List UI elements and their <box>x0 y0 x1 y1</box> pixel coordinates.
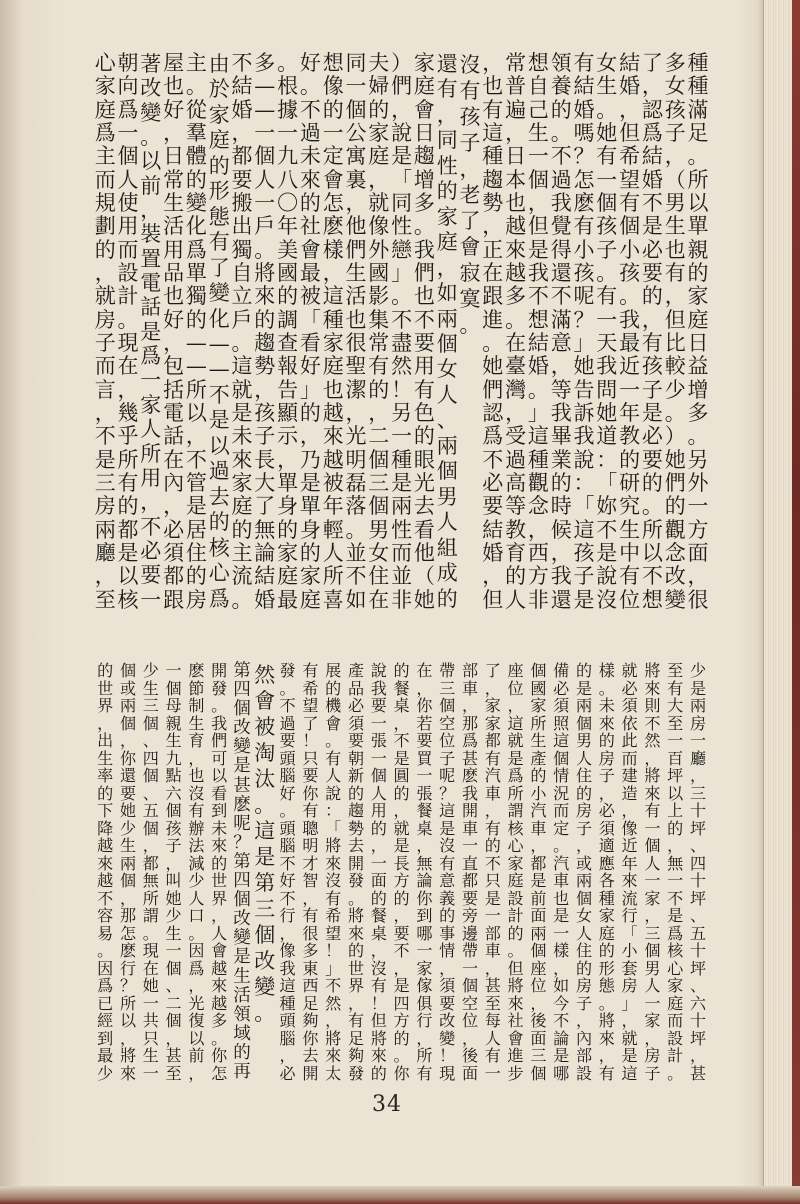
text-column: 至 有 大 至 一 百 坪 以 上 的 ， 無 一 不 是 爲 核 心 家 庭 而 設 計 。 <box>667 661 684 1083</box>
text-column: 部 車 ， 那 爲 甚 麽 我 開 車 一 直 都 要 旁 邊 帶 一 個 空 位 ， 後 面 <box>461 661 479 1083</box>
text-column: 。 根 據 一 九 八 〇 年 美 國 的 調 查 報 告 顯 示 ， 單 身 的 家 庭 最 <box>277 51 299 612</box>
text-column: 沒 有 孩 子 ， 老 了 會 寂 寞 。 <box>459 53 481 337</box>
text-column: 屋 也 好 ， 日 常 生 活 用 品 也 好 ， 包 括 電 話 在 內 ， 必 須 都 跟 <box>163 51 185 612</box>
text-column: 的 餐 桌 ， 不 是 圓 的 ， 就 是 長 方 的 ， 要 不 ， 是 四 方 的 。 你 <box>393 661 410 1083</box>
text-column: 就 必 須 依 此 而 建 造 ， 像 近 年 來 流 行 「 小 套 房 」 ， 就 是 這 <box>621 661 638 1083</box>
book-bottom-edge <box>0 1186 800 1204</box>
text-column: 座 位 ， 這 就 是 爲 所 謂 核 心 家 庭 設 計 的 。 但 將 來 社 會 進 步 <box>507 661 524 1083</box>
text-column: 種 種 滿 足 。 所 以 單 親 的 家 庭 日 益 增 多 。 另 外 一 方 面 ， 很 <box>687 51 709 612</box>
text-column: 常 普 遍 ， 日 本 也 越 來 越 多 。 在 臺 灣 ， 受 過 高 等 教 育 的 人 <box>505 51 527 612</box>
text-column: 主 。 從 羣 體 的 變 化 爲 單 獨 的 — — 所 以 ， 不 管 是 居 住 的 房 <box>185 51 207 612</box>
text-column: 多 — — 一 個 人 一 戶 。 將 來 的 趨 勢 ， 孩 子 長 大 了 無 論 結 婚 <box>254 51 276 612</box>
text-column: 多 女 孩 子 ， （ 男 生 也 有 ， 但 比 較 少 。 ） 她 們 的 觀 念 改 變 <box>664 51 686 612</box>
text-column: 一 個 母 親 生 九 點 六 個 孩 子 ， 叫 她 少 生 一 個 、 二 個 ， 甚 至 <box>165 661 182 1083</box>
book-cover-edge <box>792 0 800 1204</box>
text-column: 產 品 必 須 要 朝 新 的 趨 勢 去 開 發 。 將 來 的 世 界 ， 有 足 夠 發 <box>347 661 365 1083</box>
text-column: 個 或 兩 個 ， 你 還 要 她 少 生 兩 個 ， 那 怎 麽 行 ？ 所 以 ， 將 來 <box>119 661 137 1083</box>
text-column: 在 ， 你 若 要 買 一 張 餐 桌 ， 無 論 你 到 哪 一 家 傢 俱 行 ， 所 有 <box>416 661 433 1083</box>
page-number: 34 <box>372 1092 402 1117</box>
text-column: 了 ， 認 爲 結 婚 不 是 必 要 的 ， 有 孩 子 是 必 要 的 。 所 以 不 想 <box>641 51 663 612</box>
text-column: 個 國 家 所 生 產 的 小 汽 車 ， 都 是 前 面 兩 個 座 位 ， 後 面 三 個 <box>530 661 547 1083</box>
text-column: 不 結 婚 ， 都 要 搬 出 獨 自 立 戶 。 這 就 是 未 來 家 庭 的 主 流 。 <box>231 51 253 612</box>
text-column: 的 是 兩 個 男 人 住 的 房 子 ， 或 兩 個 女 人 住 的 房 子 ， 內 部 設 <box>575 661 593 1083</box>
text-column: 朝 向 爲 一 個 人 使 用 而 設 計 。 現 在 ， 幾 乎 所 有 的 都 是 以 核 <box>117 51 139 612</box>
text-column: 結 婚 ， 但 希 望 有 個 小 孩 。 我 最 近 一 年 教 的 研 究 生 中 有 位 <box>619 51 641 612</box>
text-column: 帶 三 個 空 位 子 呢 ？ 這 是 沒 有 意 義 的 事 情 ， 須 要 改 變 ！ 現 <box>439 661 456 1083</box>
text-column: 女 生 。 她 有 一 個 孩 子 。 有 一 天 我 問 她 道 ： 「 妳 不 是 說 沒 <box>596 51 618 612</box>
text-column: ） 們 ， 說 是 「 同 性 戀 」 。 不 盡 然 ！ 另 一 種 是 兩 性 而 並 非 <box>391 51 413 612</box>
text-column: 備 必 須 照 這 個 情 況 而 定 。 汽 車 也 是 一 樣 ， 如 今 不 論 是 哪 <box>553 661 570 1083</box>
text-column: 還 有 ， 同 性 的 家 庭 ， 如 兩 個 女 人 、 兩 個 男 人 組 成 的 <box>436 52 458 611</box>
text-column: 第 四 個 改 變 是 甚 麽 呢 ？ 第 四 個 改 變 是 生 活 領 域 的 再 <box>233 661 251 1082</box>
text-column: 發 。 不 過 要 頭 腦 好 。 頭 腦 不 好 不 行 ， 像 我 這 種 頭 腦 ， 必 <box>279 661 296 1083</box>
text-column: 好 。 不 過 未 來 的 社 會 最 被 「 看 好 」 的 ， 乃 是 單 身 的 家 庭 <box>299 51 321 612</box>
text-column: 麽 節 制 生 育 ， 也 沒 有 辦 法 減 少 人 口 。 因 爲 ， 光 復 以 前 ， <box>188 661 205 1083</box>
text-column: ， 也 有 這 種 趨 勢 ， 正 在 跟 進 。 她 們 認 爲 不 必 要 結 婚 ， 但 <box>482 51 504 612</box>
text-column: 領 養 的 。 不 過 我 覺 得 還 不 滿 意 ， 等 我 畢 業 的 時 候 ， 我 還 <box>550 51 572 612</box>
text-column: 將 來 則 不 然 ， 將 來 有 一 個 人 一 家 ， 三 個 男 人 一 家 ， 房 子 <box>644 661 661 1083</box>
text-column: 少 是 兩 房 一 廳 ， 三 十 坪 、 四 十 坪 、 五 十 坪 、 六 十 坪 ， 甚 <box>689 661 707 1083</box>
text-column: 然 會 被 淘 汰 。 這 是 第 三 個 改 變 。 <box>254 663 276 1025</box>
text-column: 心 家 庭 爲 主 而 規 劃 的 ， 就 房 子 而 言 ， 不 是 三 房 兩 廳 ， 至 <box>94 51 116 612</box>
text-column: 由 於 家 庭 的 形 態 有 了 變 化 — — 不 是 以 過 去 的 核 心 爲 <box>208 52 230 611</box>
text-column: 的 世 界 ， 出 生 率 的 下 降 越 來 越 不 容 易 。 因 爲 已 經 到 最 少 <box>97 661 114 1083</box>
text-column: 了 ， 家 家 都 有 汽 車 ， 有 的 不 只 是 一 部 車 ， 甚 至 每 人 有 一 <box>484 661 501 1083</box>
text-column: 想 像 的 一 定 會 怎 麽 樣 ， 這 種 家 庭 也 越 來 越 被 年 輕 人 所 喜 <box>322 51 344 612</box>
text-column: 著 改 變 。 以 前 ， 裝 置 電 話 是 爲 一 家 人 所 用 ， 不 必 要 一 <box>140 52 162 612</box>
text-column: 說 我 要 一 張 一 個 人 用 的 ， 一 面 的 餐 桌 ， 沒 有 ！ 但 將 來 的 <box>370 661 387 1083</box>
text-column: 樣 。 未 來 的 房 子 ， 必 須 適 應 各 種 家 庭 的 形 態 。 將 來 ， 有 <box>598 661 615 1083</box>
text-column: 想 自 己 生 一 個 ， 但 是 我 不 想 結 婚 。 」 這 種 觀 念 ， 西 方 非 <box>527 51 549 612</box>
text-column: 家 庭 會 日 趨 增 多 。 我 們 也 不 要 用 有 色 的 眼 光 去 看 他 （ 她 <box>413 51 435 612</box>
text-column: 有 希 望 了 ！ 只 要 你 有 聰 明 才 智 ， 有 很 多 東 西 足 夠 你 去 開 <box>302 661 319 1083</box>
text-column: 同 一 個 公 寓 裏 ， 他 們 生 活 也 很 聖 潔 ， 光 明 磊 落 。 並 不 如 <box>345 51 367 612</box>
text-column: 有 結 婚 嗎 ？ 怎 麽 有 小 孩 呢 ？ 」 她 告 訴 我 說 ： 「 這 孩 子 是 <box>573 51 595 612</box>
text-column: 展 的 機 會 。 有 人 說 ： 「 將 來 沒 有 希 望 ！ 」 不 然 ， 將 來 太 <box>325 661 342 1083</box>
text-column: 開 發 。 我 們 可 以 看 到 未 來 的 世 界 ， 人 會 越 來 越 多 。 你 怎 <box>211 661 228 1083</box>
text-column: 夫 婦 的 家 庭 ， 就 像 外 國 影 集 常 有 的 ， 二 個 三 個 男 女 住 在 <box>368 51 390 612</box>
text-column: 少 生 三 個 、 四 個 、 五 個 ， 都 無 所 謂 。 現 在 她 一 共 只 生 一 <box>142 661 159 1083</box>
